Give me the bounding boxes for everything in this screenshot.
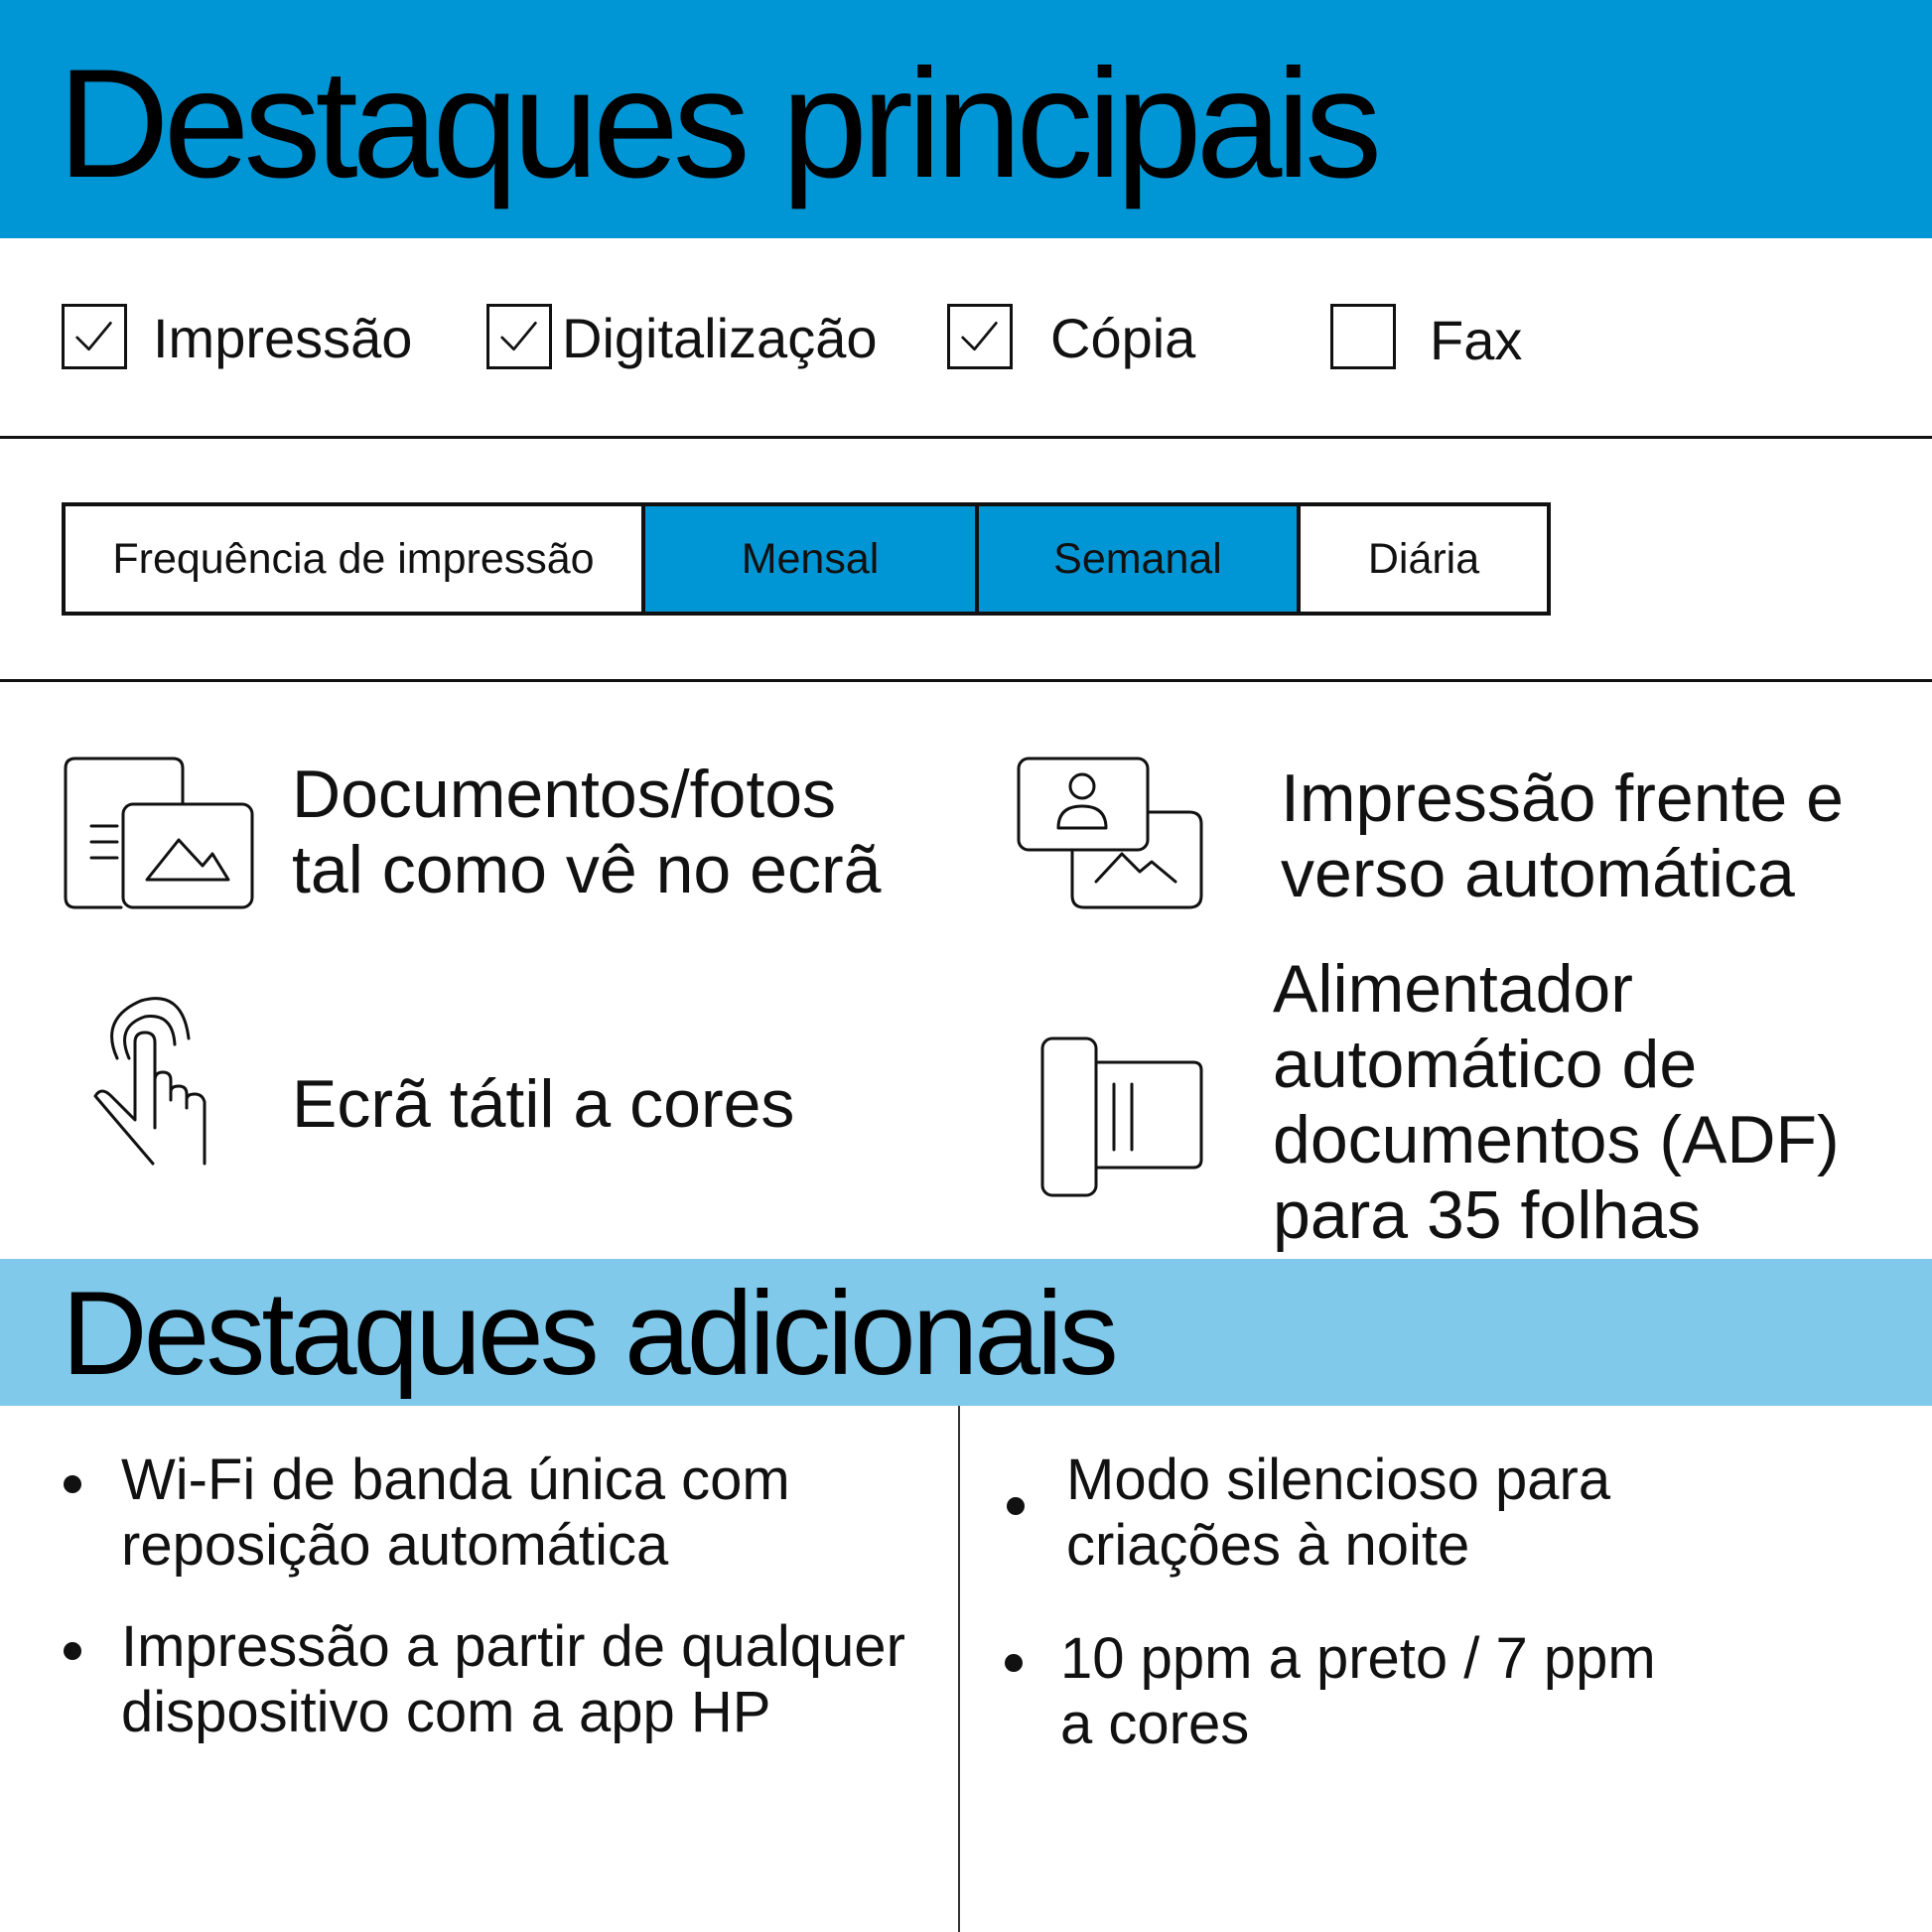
frequency-option-daily[interactable]: Diária (1297, 506, 1547, 612)
feature-text-documents: Documentos/fotos tal como vê no ecrã (292, 757, 882, 907)
frequency-label: Frequência de impressão (112, 534, 595, 583)
bullet-icon (1005, 1654, 1023, 1672)
feature-text-adf: Alimentador automático de documentos (ADF) para 35 folhas (1273, 951, 1840, 1253)
document-photo-icon (62, 755, 256, 909)
duplex-print-icon (1015, 755, 1205, 909)
adf-icon (1038, 1033, 1205, 1201)
check-icon (65, 307, 124, 366)
checkbox-scan[interactable] (486, 304, 552, 369)
checkbox-print[interactable] (62, 304, 127, 369)
checkbox-copy[interactable] (947, 304, 1013, 369)
check-icon (489, 307, 549, 366)
label-fax: Fax (1430, 309, 1523, 371)
bullet-icon (64, 1475, 81, 1493)
touchscreen-icon (91, 989, 222, 1168)
print-frequency-bar (62, 502, 1551, 616)
checkbox-fax[interactable] (1330, 304, 1396, 369)
column-divider (958, 1406, 960, 1932)
list-item: Wi-Fi de banda única com reposição automática (121, 1448, 790, 1578)
additional-title: Destaques adicionais (62, 1267, 1115, 1400)
divider (0, 679, 1932, 682)
label-scan: Digitalização (562, 307, 878, 369)
frequency-option-weekly[interactable]: Semanal (975, 506, 1297, 612)
list-item: Impressão a partir de qualquer dispositivo com a app HP (121, 1614, 905, 1744)
divider (0, 436, 1932, 439)
feature-text-duplex: Impressão frente e verso automática (1281, 760, 1844, 911)
label-print: Impressão (153, 307, 413, 369)
check-icon (950, 307, 1010, 366)
page-title: Destaques principais (58, 38, 1377, 210)
frequency-option-monthly[interactable]: Mensal (641, 506, 975, 612)
list-item: 10 ppm a preto / 7 ppm a cores (1060, 1626, 1656, 1756)
label-copy: Cópia (1050, 307, 1196, 369)
bullet-icon (64, 1642, 81, 1660)
list-item: Modo silencioso para criações à noite (1066, 1448, 1611, 1578)
feature-text-touchscreen: Ecrã tátil a cores (292, 1066, 795, 1142)
bullet-icon (1007, 1497, 1025, 1515)
